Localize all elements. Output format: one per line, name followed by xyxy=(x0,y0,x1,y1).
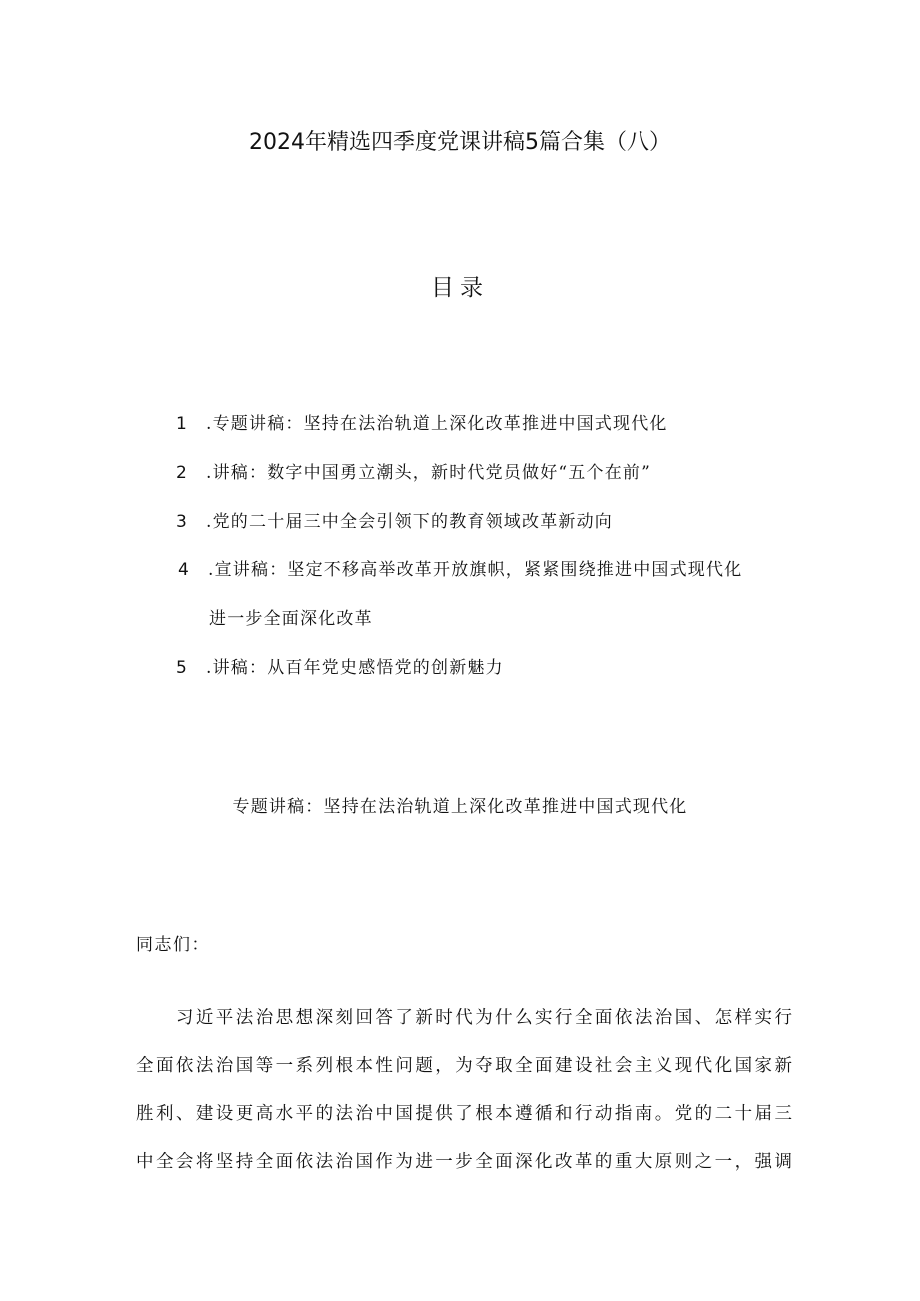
toc-heading: 目录 xyxy=(431,275,489,301)
toc-item-number: 4 xyxy=(178,560,191,580)
toc-item-1[interactable] xyxy=(176,412,668,436)
toc-item-number: 2 xyxy=(176,463,189,483)
toc-item-4[interactable] xyxy=(178,558,742,582)
toc-item-number: 3 xyxy=(176,512,189,532)
toc-item-2[interactable] xyxy=(176,461,651,485)
toc-item-text: .宣讲稿：坚定不移高举改革开放旗帜，紧紧围绕推进中国式现代化 xyxy=(208,560,743,580)
greeting: 同志们： xyxy=(136,935,210,955)
toc-item-text: .党的二十届三中全会引领下的教育领域改革新动向 xyxy=(206,512,614,532)
body-line-2: 全面依法治国等一系列根本性问题，为夺取全面建设社会主义现代化国家新 xyxy=(136,1056,792,1076)
body-line-1: 习近平法治思想深刻回答了新时代为什么实行全面依法治国、怎样实行 xyxy=(136,1008,792,1028)
body-line-3: 胜利、建设更高水平的法治中国提供了根本遵循和行动指南。党的二十届三 xyxy=(136,1104,792,1124)
body-line-4: 中全会将坚持全面依法治国作为进一步全面深化改革的重大原则之一，强调 xyxy=(136,1152,792,1172)
toc-item-number: 5 xyxy=(176,658,189,678)
toc-item-5[interactable] xyxy=(176,656,504,680)
toc-item-number: 1 xyxy=(176,414,189,434)
document-title: 2024年精选四季度党课讲稿5篇合集（八） xyxy=(249,130,671,155)
section-title: 专题讲稿：坚持在法治轨道上深化改革推进中国式现代化 xyxy=(232,797,688,817)
toc-item-text: .专题讲稿：坚持在法治轨道上深化改革推进中国式现代化 xyxy=(206,414,668,434)
toc-item-text: .讲稿：从百年党史感悟党的创新魅力 xyxy=(206,658,504,678)
toc-item-3[interactable] xyxy=(176,510,613,534)
toc-item-4-continuation: 进一步全面深化改革 xyxy=(209,609,373,629)
toc-item-text: .讲稿：数字中国勇立潮头，新时代党员做好“五个在前” xyxy=(206,463,651,483)
